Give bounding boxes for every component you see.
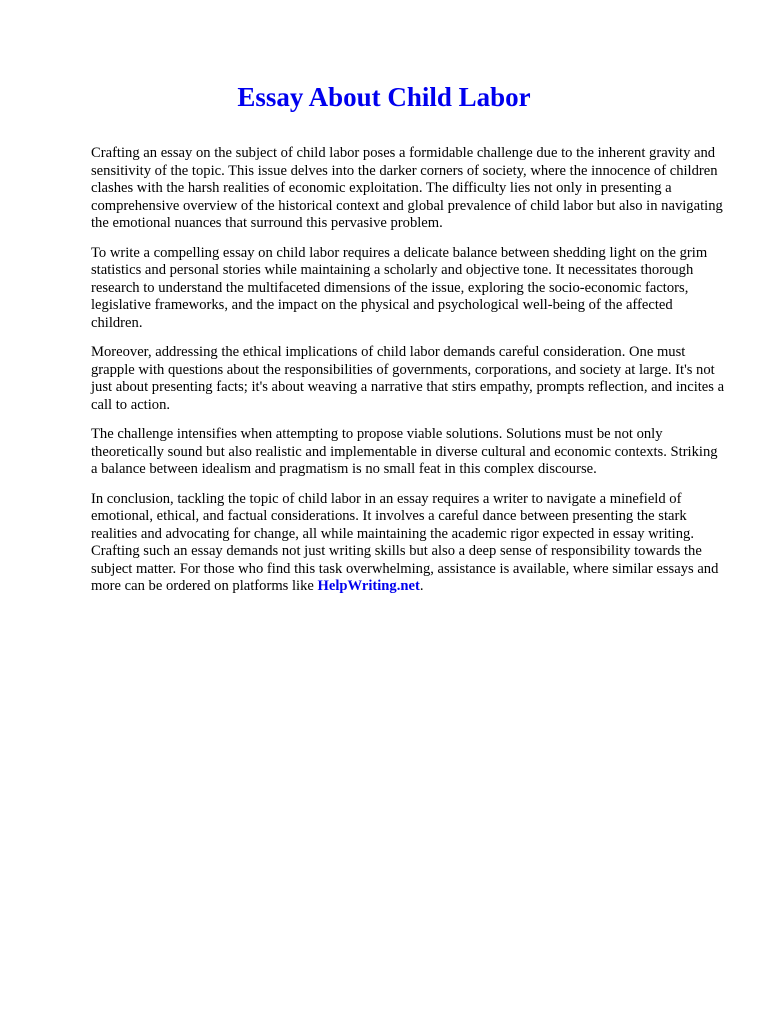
document-title: Essay About Child Labor <box>237 82 531 112</box>
paragraph-1: Crafting an essay on the subject of child labor poses a formidable challenge due to the inherent gravity and sensitivity of the topic. This issue delves into the darker corners of society, where the innocence of children clashes with the harsh realities of economic exploitation. The difficulty lies not only in presenting a comprehensive overview of the historical context and global prevalence of child labor but also in navigating the emotional nuances that surround this pervasive problem. <box>91 145 723 231</box>
paragraph-3: Moreover, addressing the ethical implications of child labor demands careful consideration. One must grapple with questions about the responsibilities of governments, corporations, and society at large. It's not just about presenting facts; it's about weaving a narrative that stirs empathy, prompts reflection, and incites a call to action. <box>91 344 725 413</box>
paragraph-2: To write a compelling essay on child labor requires a delicate balance between shedding light on the grim statistics and personal stories while maintaining a scholarly and objective tone. It necessitates thorough research to understand the multifaceted dimensions of the issue, exploring the socio-economic factors, legislative frameworks, and the impact on the physical and psychological well-being of the affected children. <box>91 244 708 331</box>
helpwriting-link[interactable]: HelpWriting.net <box>317 578 420 594</box>
paragraph-5 <box>91 491 727 596</box>
document-body <box>91 145 727 608</box>
paragraph-4: The challenge intensifies when attempting to propose viable solutions. Solutions must be not only theoretically sound but also realistic and implementable in diverse cultural and economic contexts. Striking a balance between idealism and pragmatism is no small feat in this complex discourse. <box>91 426 718 477</box>
conclusion-end: . <box>419 578 424 594</box>
conclusion-text: In conclusion, tackling the topic of child labor in an essay requires a writer to navigate a minefield of emotional, ethical, and factual considerations. It involves a careful dance between presenting the stark realities and advocating for change, all while maintaining the academic rigor expected in essay writing. Crafting such an essay demands not just writing skills but also a deep sense of responsibility towards the subject matter. For those who find this task overwhelming, assistance is available, where similar essays and more can be ordered on platforms like <box>91 490 719 594</box>
